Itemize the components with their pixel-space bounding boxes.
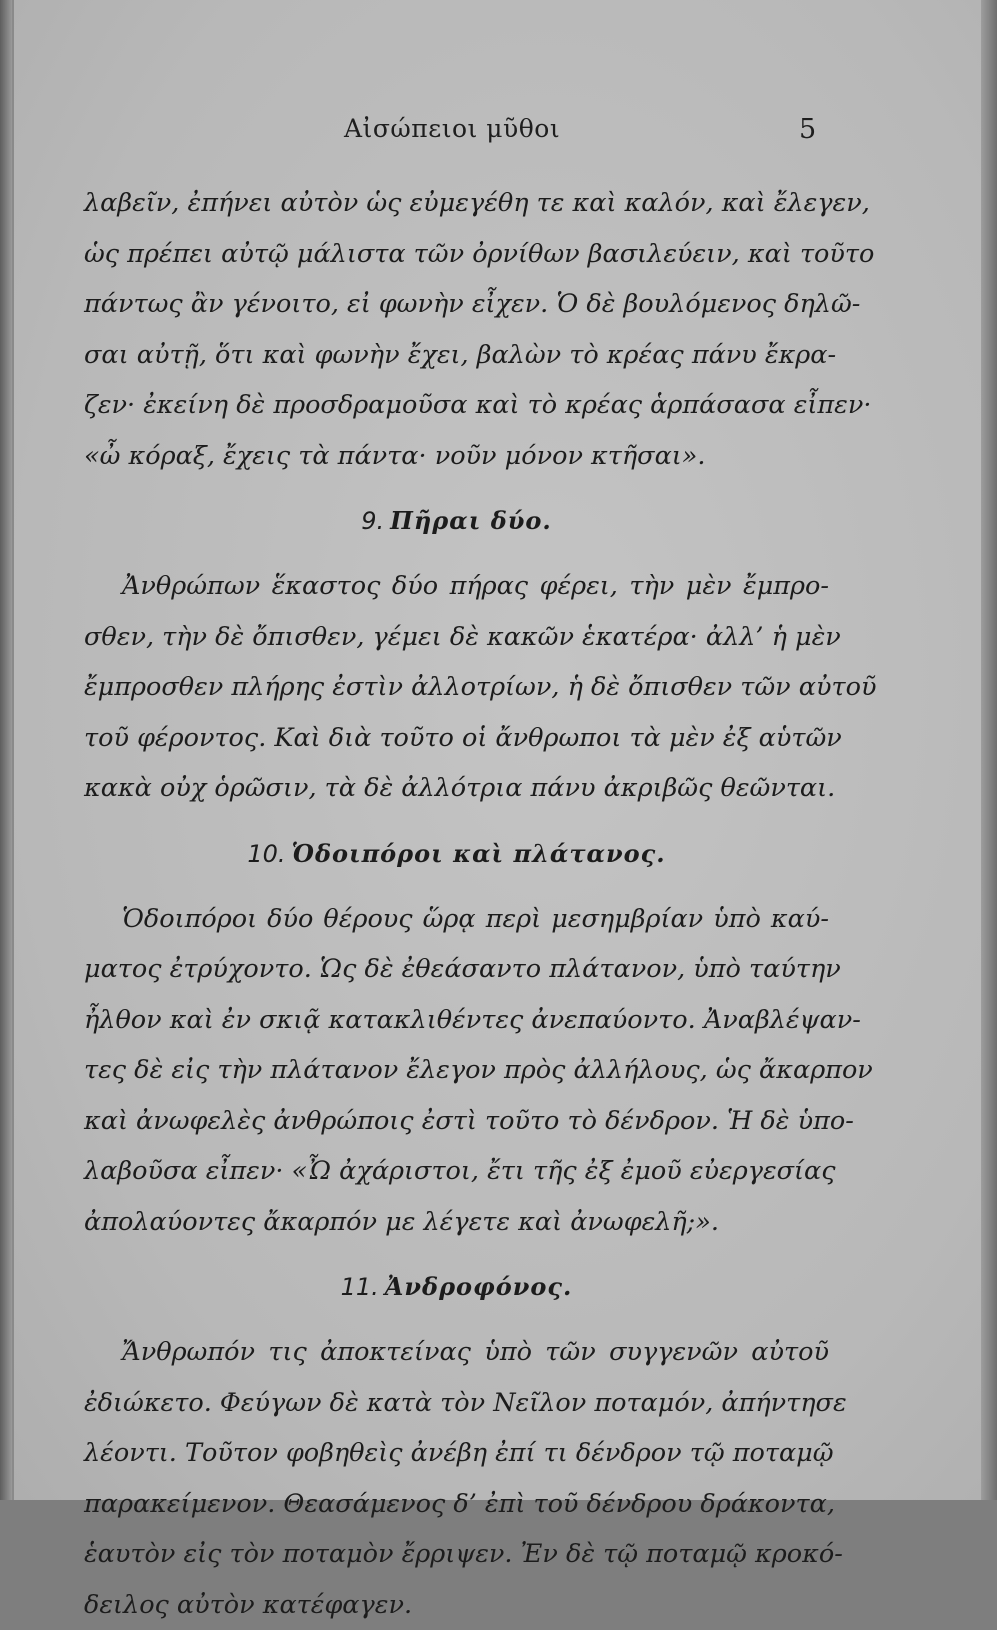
page-number: 5 [799, 114, 816, 145]
text-line: «ὦ κόραξ, ἔχεις τὰ πάντα· νοῦν μόνον κτῆσαι». [84, 431, 829, 482]
fable-number: 11. [341, 1273, 379, 1301]
page-edge-shadow [981, 0, 997, 1500]
text-line: ματος ἐτρύχοντο. Ὡς δὲ ἐθεάσαντο πλάτανον, ὑπὸ ταύτην [84, 944, 829, 995]
fable-title: Πῆραι δύο. [390, 506, 552, 535]
text-line: Ὁδοιπόροι δύο θέρους ὥρᾳ περὶ μεσημβρίαν ὑπὸ καύ- [84, 894, 829, 945]
text-line: τοῦ φέροντος. Καὶ διὰ τοῦτο οἱ ἄνθρωποι τὰ μὲν ἐξ αὑτῶν [84, 713, 829, 764]
text-line: Ἀνθρώπων ἕκαστος δύο πήρας φέρει, τὴν μὲν ἔμπρο- [84, 561, 829, 612]
page-body [84, 178, 829, 1630]
text-line: ὡς πρέπει αὐτῷ μάλιστα τῶν ὀρνίθων βασιλεύειν, καὶ τοῦτο [84, 229, 829, 280]
text-line: παρακείμενον. Θεασάμενος δ’ ἐπὶ τοῦ δένδρου δράκοντα, [84, 1479, 829, 1530]
fable-heading [84, 1247, 829, 1327]
text-line: σθεν, τὴν δὲ ὄπισθεν, γέμει δὲ κακῶν ἑκατέρα· ἀλλ’ ἡ μὲν [84, 612, 829, 663]
text-line: δειλος αὐτὸν κατέφαγεν. [84, 1580, 829, 1630]
fable-title: Ἀνδροφόνος. [385, 1272, 573, 1301]
fable-title: Ὁδοιπόροι καὶ πλάτανος. [292, 839, 666, 868]
text-line: ἑαυτὸν εἰς τὸν ποταμὸν ἔρριψεν. Ἐν δὲ τῷ ποταμῷ κροκό- [84, 1529, 829, 1580]
fable-heading [84, 481, 829, 561]
text-line: πάντως ἂν γένοιτο, εἰ φωνὴν εἶχεν. Ὁ δὲ βουλόμενος δηλῶ- [84, 279, 829, 330]
text-line: ἔμπροσθεν πλήρης ἐστὶν ἀλλοτρίων, ἡ δὲ ὄπισθεν τῶν αὐτοῦ [84, 662, 829, 713]
text-line: ἦλθον καὶ ἐν σκιᾷ κατακλιθέντες ἀνεπαύοντο. Ἀναβλέψαν- [84, 995, 829, 1046]
page-header [14, 114, 982, 154]
book-page [14, 0, 982, 1500]
text-line: κακὰ οὐχ ὁρῶσιν, τὰ δὲ ἀλλότρια πάνυ ἀκριβῶς θεῶνται. [84, 763, 829, 814]
text-line: ἐδιώκετο. Φεύγων δὲ κατὰ τὸν Νεῖλον ποταμόν, ἀπήντησε [84, 1378, 829, 1429]
running-title: Αἰσώπειοι μῦθοι [344, 114, 560, 143]
text-line: λαβεῖν, ἐπήνει αὐτὸν ὡς εὐμεγέθη τε καὶ καλόν, καὶ ἔλεγεν, [84, 178, 829, 229]
text-line: τες δὲ εἰς τὴν πλάτανον ἔλεγον πρὸς ἀλλήλους, ὡς ἄκαρπον [84, 1045, 829, 1096]
text-line: ἀπολαύοντες ἄκαρπόν με λέγετε καὶ ἀνωφελῆ;». [84, 1197, 829, 1248]
fable-number: 10. [247, 840, 285, 868]
text-line: ζεν· ἐκείνη δὲ προσδραμοῦσα καὶ τὸ κρέας ἁρπάσασα εἶπεν· [84, 380, 829, 431]
text-line: λέοντι. Τοῦτον φοβηθεὶς ἀνέβη ἐπί τι δένδρον τῷ ποταμῷ [84, 1428, 829, 1479]
fable-number: 9. [361, 507, 384, 535]
text-line: λαβοῦσα εἶπεν· «Ὦ ἀχάριστοι, ἔτι τῆς ἐξ ἐμοῦ εὐεργεσίας [84, 1146, 829, 1197]
text-line: σαι αὐτῇ, ὅτι καὶ φωνὴν ἔχει, βαλὼν τὸ κρέας πάνυ ἔκρα- [84, 330, 829, 381]
facing-page-edge [0, 0, 12, 1500]
text-line: καὶ ἀνωφελὲς ἀνθρώποις ἐστὶ τοῦτο τὸ δένδρον. Ἡ δὲ ὑπο- [84, 1096, 829, 1147]
fable-heading [84, 814, 829, 894]
text-line: Ἄνθρωπόν τις ἀποκτείνας ὑπὸ τῶν συγγενῶν αὐτοῦ [84, 1327, 829, 1378]
